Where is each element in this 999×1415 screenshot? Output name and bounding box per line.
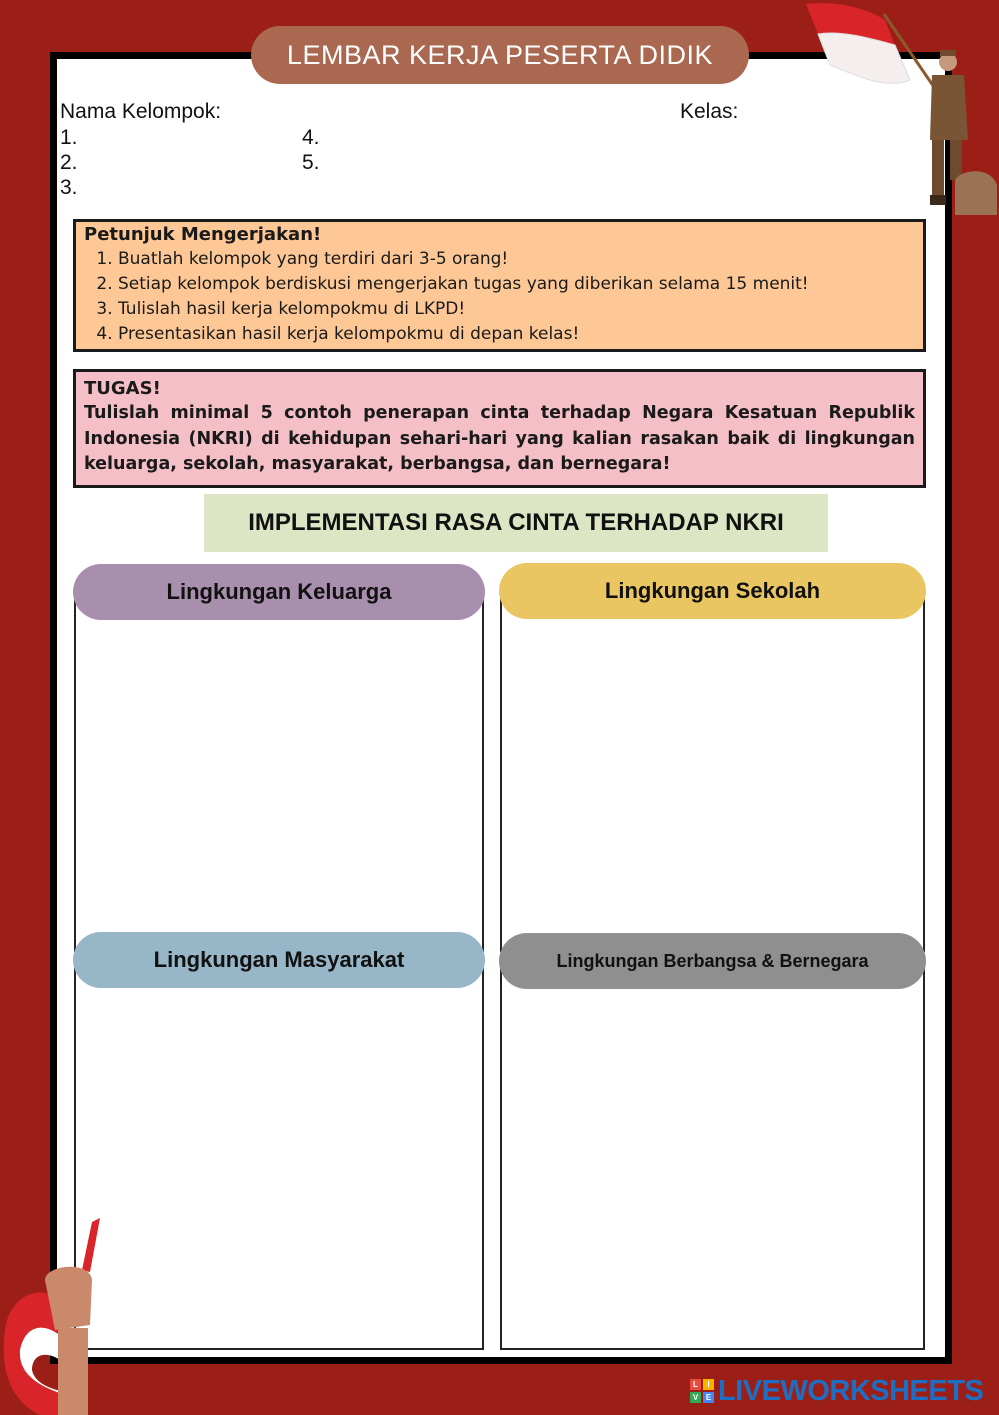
page-title: LEMBAR KERJA PESERTA DIDIK <box>251 26 749 84</box>
soldier-icon <box>930 50 997 215</box>
member-3: 3. <box>60 176 78 199</box>
logo-mark <box>690 1379 714 1403</box>
fist-ribbon-illustration <box>0 1210 140 1415</box>
section-school-header: Lingkungan Sekolah <box>499 563 926 619</box>
group-name-label: Nama Kelompok: <box>60 100 222 123</box>
logo-letter: I <box>703 1379 714 1390</box>
member-4: 4. <box>302 126 320 149</box>
member-1: 1. <box>60 126 78 149</box>
instruction-item: 4. Presentasikan hasil kerja kelompokmu di depan kelas! <box>118 322 915 347</box>
task-text: Tulislah minimal 5 contoh penerapan cinta terhadap Negara Kesatuan Republik Indonesia (NKRI) di kehidupan sehari-hari yang kalian rasakan baik di lingkungan keluarga, sekolah, masyarakat, berbangsa, dan bernegara! <box>84 403 915 474</box>
task-box <box>73 369 926 488</box>
instruction-item: 1. Buatlah kelompok yang terdiri dari 3-5 orang! <box>118 247 915 272</box>
member-2: 2. <box>60 151 78 174</box>
task-heading: TUGAS! <box>84 378 161 399</box>
flag-soldier-illustration <box>800 0 999 215</box>
implementation-title: IMPLEMENTASI RASA CINTA TERHADAP NKRI <box>204 494 828 552</box>
logo-letter: V <box>690 1392 701 1403</box>
instruction-item: 3. Tulislah hasil kerja kelompokmu di LKPD! <box>118 297 915 322</box>
instructions-list <box>84 247 915 347</box>
nation-answer-area[interactable] <box>500 960 925 1350</box>
logo-letter: E <box>703 1392 714 1403</box>
section-society-header: Lingkungan Masyarakat <box>73 932 485 988</box>
instruction-item: 2. Setiap kelompok berdiskusi mengerjakan tugas yang diberikan selama 15 menit! <box>118 272 915 297</box>
section-nation-header: Lingkungan Berbangsa & Bernegara <box>499 933 926 989</box>
member-5: 5. <box>302 151 320 174</box>
instructions-heading: Petunjuk Mengerjakan! <box>84 224 322 245</box>
class-label: Kelas: <box>680 100 739 123</box>
section-family-header: Lingkungan Keluarga <box>73 564 485 620</box>
logo-text: LIVEWORKSHEETS <box>718 1374 984 1407</box>
instructions-box <box>73 219 926 352</box>
logo-letter: L <box>690 1379 701 1390</box>
liveworksheets-logo <box>690 1376 990 1406</box>
family-answer-area[interactable] <box>74 592 484 952</box>
school-answer-area[interactable] <box>500 592 925 952</box>
